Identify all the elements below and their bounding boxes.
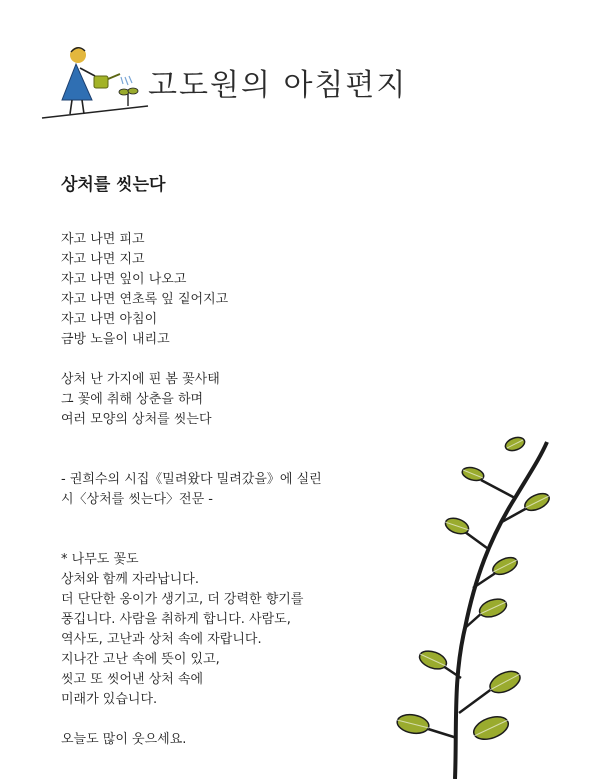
comment-line: * 나무도 꽃도: [61, 552, 139, 567]
gardener-illustration-icon: [40, 42, 150, 122]
poem-source: [61, 470, 322, 510]
poem-stanza-1: [61, 230, 228, 350]
poem-line: 자고 나면 피고: [61, 232, 145, 247]
comment-line: 상처와 함께 자라납니다.: [61, 572, 199, 587]
comment-line: 더 단단한 옹이가 생기고, 더 강력한 향기를: [61, 592, 304, 607]
poem-line: 금방 노을이 내리고: [61, 332, 170, 347]
source-line: - 권희수의 시집《밀려왔다 밀려갔을》에 실린: [61, 472, 322, 487]
comment-line: 역사도, 고난과 상처 속에 자랍니다.: [61, 632, 262, 647]
poem-stanza-2: [61, 370, 220, 430]
editor-comment: [61, 550, 303, 750]
comment-line: 풍깁니다. 사람을 취하게 합니다. 사람도,: [61, 612, 291, 627]
poem-line: 자고 나면 잎이 나오고: [61, 272, 187, 287]
post-title: 상처를 씻는다: [61, 175, 166, 195]
source-line: 시〈상처를 씻는다〉전문 -: [61, 492, 213, 507]
comment-line: 미래가 있습니다.: [61, 692, 158, 707]
poem-line: 상처 난 가지에 핀 봄 꽃사태: [61, 372, 220, 387]
comment-line: 씻고 또 씻어낸 상처 속에: [61, 672, 204, 687]
poem-line: 여러 모양의 상처를 씻는다: [61, 412, 212, 427]
poem-line: 자고 나면 지고: [61, 252, 145, 267]
poem-line: 자고 나면 연초록 잎 짙어지고: [61, 292, 229, 307]
poem-line: 자고 나면 아침이: [61, 312, 158, 327]
comment-line: 지나간 고난 속에 뜻이 있고,: [61, 652, 220, 667]
comment-spacer: [61, 710, 303, 730]
poem-line: 그 꽃에 취해 상춘을 하며: [61, 392, 204, 407]
comment-line: 오늘도 많이 웃으세요.: [61, 732, 187, 747]
vine-plant-icon: [395, 428, 595, 779]
brand-title[interactable]: 고도원의 아침편지: [148, 68, 408, 103]
